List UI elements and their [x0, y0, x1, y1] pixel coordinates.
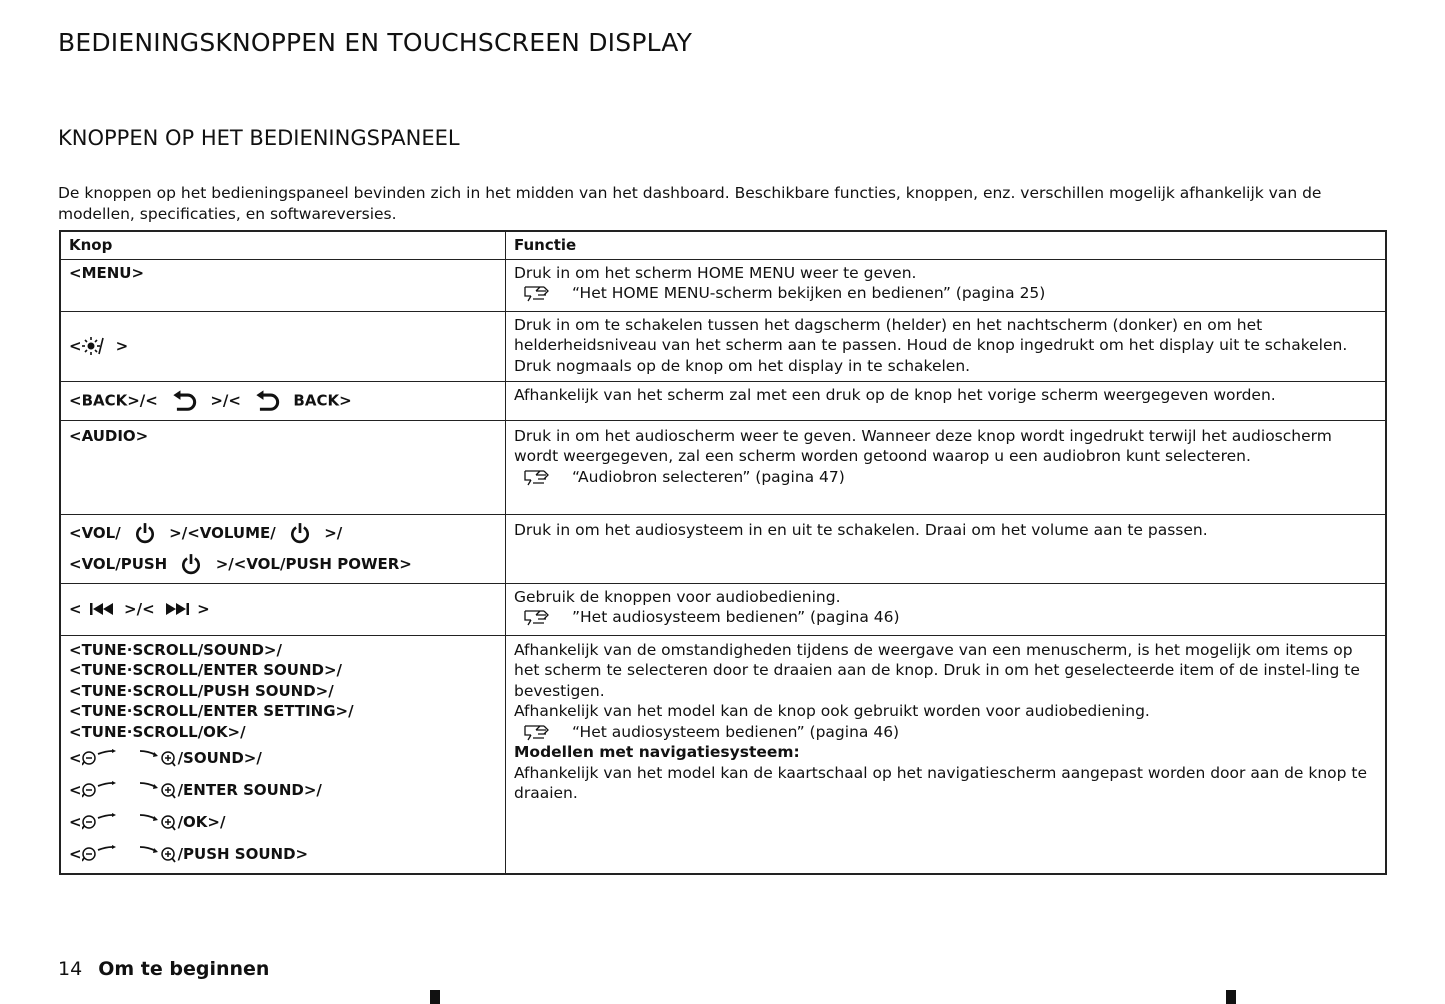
- knop-line: <TUNE·SCROLL/OK>/: [69, 722, 246, 741]
- functie-text: Druk in om het scherm HOME MENU weer te geven.: [514, 263, 917, 282]
- page-title: BEDIENINGSKNOPPEN EN TOUCHSCREEN DISPLAY: [58, 28, 693, 57]
- reference-hand-icon: [522, 722, 552, 742]
- zoom-in-icon: [140, 749, 178, 767]
- reference-hand-icon: [522, 283, 552, 303]
- zoom-suffix: /SOUND>/: [177, 748, 262, 767]
- knop-line: [69, 518, 497, 549]
- functie-text: Druk in om het audioscherm weer te geven. Wanneer deze knop wordt ingedrukt terwijl het audioscherm wordt weergegeven, zal een scherm worden getoond waarop u een audiobron kunt selecteren.: [514, 426, 1332, 465]
- footer-section: Om te beginnen: [98, 958, 270, 980]
- knop-text-d: <VOL/PUSH: [69, 554, 168, 573]
- reference-text: “Het HOME MENU-scherm bekijken en bedienen” (pagina 25): [572, 284, 1046, 302]
- table-row: [60, 583, 1386, 635]
- power-icon: [289, 522, 311, 544]
- reference-text: “Het audiosysteem bedienen” (pagina 46): [572, 722, 900, 741]
- functie-cell: Druk in om het audiosysteem in en uit te schakelen. Draai om het volume aan te passen.: [506, 514, 1387, 583]
- knop-text-c: >/: [324, 523, 343, 542]
- table-row: [60, 514, 1386, 583]
- knop-cell: [60, 311, 506, 381]
- knop-text-b: >/<VOLUME/: [169, 523, 276, 542]
- functie-cell: [506, 259, 1387, 311]
- knop-line: [69, 549, 497, 580]
- functie-text: Gebruik de knoppen voor audiobediening.: [514, 587, 841, 606]
- knop-text-a: <VOL/: [69, 523, 121, 542]
- zoom-prefix: <: [69, 812, 82, 831]
- knop-cell: [60, 514, 506, 583]
- reference-text: ”Het audiosysteem bedienen” (pagina 46): [572, 608, 900, 626]
- section-title: KNOPPEN OP HET BEDIENINGSPANEEL: [58, 126, 460, 150]
- functie-cell: Druk in om te schakelen tussen het dagscherm (helder) en het nachtscherm (donker) en om het helderheidsniveau van het scherm aan te passen. Houd de knop ingedrukt om het display uit te schakelen. Druk nogmaals op de knop om het display in te schakelen.: [506, 311, 1387, 381]
- zoom-prefix: <: [69, 748, 82, 767]
- zoom-prefix: <: [69, 844, 82, 863]
- buttons-table: [59, 230, 1387, 875]
- table-row: [60, 635, 1386, 874]
- zoom-out-icon: [82, 845, 118, 863]
- functie-cell: Afhankelijk van het scherm zal met een druk op de knop het vorige scherm weergegeven worden.: [506, 381, 1387, 420]
- functie-cell: [506, 635, 1387, 874]
- zoom-in-icon: [140, 845, 178, 863]
- table-header-row: [60, 231, 1386, 259]
- column-header-functie: Functie: [506, 231, 1387, 259]
- zoom-out-icon: [82, 813, 118, 831]
- knop-prefix: <: [69, 336, 82, 355]
- knop-cell: <AUDIO>: [60, 420, 506, 514]
- table-row: [60, 259, 1386, 311]
- zoom-suffix: /ENTER SOUND>/: [177, 780, 322, 799]
- knop-cell: [60, 635, 506, 874]
- back-arrow-icon: [171, 390, 197, 412]
- crop-mark-left: [430, 990, 440, 1004]
- functie-cell: [506, 420, 1387, 514]
- column-header-knop: Knop: [60, 231, 506, 259]
- skip-forward-icon: [162, 602, 190, 616]
- knop-text-c: >: [197, 599, 210, 618]
- functie-text: Afhankelijk van de omstandigheden tijdens de weergave van een menuscherm, is het mogelijk om items op het scherm te selecteren door te draaien aan de knop. Druk in om het geselecteerde item of de instel-ling te bevestigen.: [514, 640, 1360, 700]
- reference-hand-icon: [522, 467, 552, 487]
- page-footer: [58, 958, 269, 980]
- page-number: 14: [58, 958, 83, 980]
- page-reference: [522, 607, 1377, 628]
- table-row: [60, 311, 1386, 381]
- functie-text-2: Afhankelijk van het model kan de knop ook gebruikt worden voor audiobediening.: [514, 702, 1150, 720]
- knop-line: <TUNE·SCROLL/ENTER SOUND>/: [69, 661, 343, 679]
- knop-cell: [60, 583, 506, 635]
- power-icon: [180, 553, 202, 575]
- knop-line: <TUNE·SCROLL/PUSH SOUND>/: [69, 681, 334, 700]
- zoom-out-icon: [82, 749, 118, 767]
- zoom-in-icon: [140, 813, 178, 831]
- zoom-knop-line: [69, 742, 497, 774]
- knop-text-e: >/<VOL/PUSH POWER>: [215, 554, 412, 573]
- knop-cell: [60, 381, 506, 420]
- skip-back-icon: [89, 602, 117, 616]
- zoom-suffix: /PUSH SOUND>: [177, 844, 309, 863]
- table-row: [60, 381, 1386, 420]
- zoom-out-icon: [82, 781, 118, 799]
- functie-cell: [506, 583, 1387, 635]
- page-reference: [522, 722, 1377, 743]
- knop-cell: <MENU>: [60, 259, 506, 311]
- page-reference: [522, 467, 1377, 488]
- power-icon: [134, 522, 156, 544]
- zoom-suffix: /OK>/: [177, 812, 226, 831]
- zoom-knop-line: [69, 774, 497, 806]
- knop-line: <TUNE·SCROLL/ENTER SETTING>/: [69, 702, 354, 720]
- knop-text-a: <BACK>/<: [69, 391, 158, 409]
- knop-text-b: >/<: [210, 391, 241, 409]
- nav-text: Afhankelijk van het model kan de kaartschaal op het navigatiescherm aangepast worden door aan de knop te draaien.: [514, 763, 1368, 802]
- zoom-knop-line: [69, 838, 497, 870]
- sun-moon-icon: [82, 336, 116, 356]
- knop-suffix: >: [115, 336, 129, 355]
- zoom-knop-line: [69, 806, 497, 838]
- table-row: [60, 420, 1386, 514]
- reference-hand-icon: [522, 607, 552, 627]
- intro-paragraph: De knoppen op het bedieningspaneel bevinden zich in het midden van het dashboard. Beschikbare functies, knoppen, enz. verschillen mogelijk afhankelijk van de modellen, specificaties, en softwareversies.: [58, 184, 1322, 223]
- zoom-prefix: <: [69, 780, 82, 799]
- knop-line: <TUNE·SCROLL/SOUND>/: [69, 640, 282, 659]
- knop-text-a: <: [69, 599, 82, 618]
- reference-text: “Audiobron selecteren” (pagina 47): [572, 467, 845, 486]
- back-arrow-icon: [254, 390, 280, 412]
- crop-mark-right: [1226, 990, 1236, 1004]
- zoom-in-icon: [140, 781, 178, 799]
- nav-heading: Modellen met navigatiesysteem:: [514, 743, 800, 761]
- knop-text-c: BACK>: [293, 391, 352, 409]
- page-reference: [522, 283, 1377, 304]
- knop-text-b: >/<: [124, 599, 155, 618]
